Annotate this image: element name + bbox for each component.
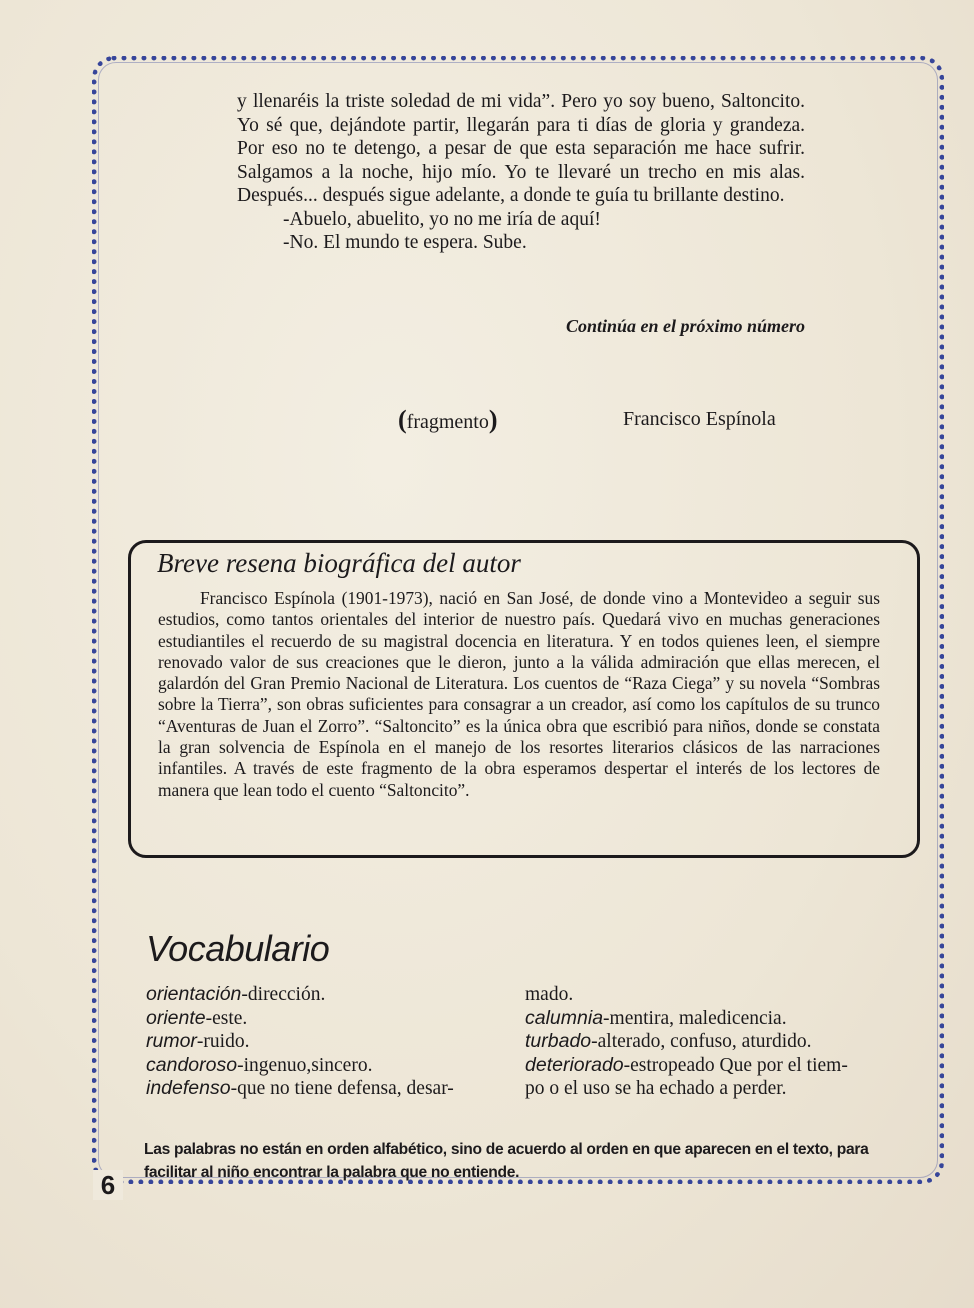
vocab-term: rumor — [146, 1030, 197, 1052]
page-number: 6 — [93, 1170, 123, 1200]
vocab-definition: -alterado, confuso, aturdido. — [591, 1031, 812, 1052]
vocab-term: deteriorado — [525, 1053, 624, 1076]
story-paragraph: y llenaréis la triste soledad de mi vida”. Pero yo soy bueno, Saltoncito. Yo sé que, dejándote partir, llegarán para ti días de gloria y grandeza. Por eso no te detengo, a pesar de que esta separación me hace sufrir. Salgamos a la noche, hijo mío. Yo te llevaré un trecho en mis alas. Después... después sigue adelante, a donde te guía tu brillante destino. — [237, 91, 805, 206]
vocab-term: candoroso — [146, 1053, 238, 1076]
vocabulary-title: Vocabulario — [146, 928, 330, 969]
vocab-definition: po o el uso se ha echado a perder. — [525, 1078, 787, 1099]
paren-open: ( — [398, 405, 407, 434]
vocab-definition: -dirección. — [241, 984, 326, 1005]
dialog-line-2: -No. El mundo te espera. Sube. — [283, 232, 527, 253]
vocab-term: turbado — [525, 1030, 592, 1052]
vocab-definition: mado. — [525, 984, 574, 1005]
fragment-label — [398, 405, 498, 435]
vocab-entry — [525, 983, 915, 1007]
fragment-word: fragmento — [406, 411, 489, 433]
vocabulary-footnote: Las palabras no están en orden alfabético, sino de acuerdo al orden en que aparecen en el texto, para facilitar al niño encontrar la palabra que no entiende. — [144, 1141, 869, 1181]
vocabulary-column-right — [525, 983, 915, 1101]
paren-close: ) — [488, 405, 498, 434]
vocab-definition: -ruido. — [196, 1031, 250, 1052]
story-text — [237, 90, 805, 255]
bio-text: Francisco Espínola (1901-1973), nació en San José, de donde vino a Montevideo a seguir sus estudios, como tantos orientales del interior de nuestro país. Quedará vivo en muchas generaciones estudiantiles el recuerdo de su magistral docencia en literatura. Y en todos quienes leen, el siempre renovado valor de sus creaciones que le dieron, junto a la válida admiración que ellas merecen, el galardón del Gran Premio Nacional de Literatura. Los cuentos de “Raza Ciega” y su novela “Sombras sobre la Tierra”, son obras suficientes para consagrar a un creador, así como los capítulos de su trunco “Aventuras de Juan el Zorro”. “Saltoncito” es la única obra que escribió para niños, donde se constata la gran solvencia de Espínola en el manejo de los resortes literarios clásicos de las narraciones infantiles. A través de este fragmento de la obra esperamos despertar el interés de los lectores de manera que lean todo el cuento “Saltoncito”. — [158, 588, 880, 800]
vocab-definition: -ingenuo,sincero. — [237, 1054, 373, 1076]
vocab-definition: -este. — [205, 1007, 248, 1029]
vocab-entry — [146, 983, 512, 1007]
bio-title: Breve resena biográfica del autor — [157, 548, 521, 578]
vocab-term: indefenso — [146, 1077, 231, 1099]
vocab-term: calumnia — [525, 1006, 604, 1029]
vocab-entry — [146, 1030, 512, 1054]
vocab-entry — [146, 1077, 512, 1101]
vocab-definition: -que no tiene defensa, desar- — [230, 1078, 454, 1099]
vocabulary-column-left — [146, 983, 512, 1101]
vocab-entry — [525, 1054, 915, 1078]
author-name: Francisco Espínola — [623, 408, 776, 430]
vocab-entry — [525, 1007, 915, 1031]
continued-note: Continúa en el próximo número — [565, 316, 805, 336]
vocab-entry — [146, 1007, 512, 1031]
dialog-line-1: -Abuelo, abuelito, yo no me iría de aquí! — [283, 208, 601, 230]
vocab-definition: -estropeado Que por el tiem- — [623, 1054, 848, 1076]
vocab-term: oriente — [146, 1006, 206, 1029]
vocab-definition: -mentira, maledicencia. — [603, 1007, 787, 1029]
vocab-term: orientación — [146, 983, 242, 1005]
vocab-entry — [525, 1030, 915, 1054]
vocab-entry — [525, 1077, 915, 1101]
vocab-entry — [146, 1054, 512, 1078]
